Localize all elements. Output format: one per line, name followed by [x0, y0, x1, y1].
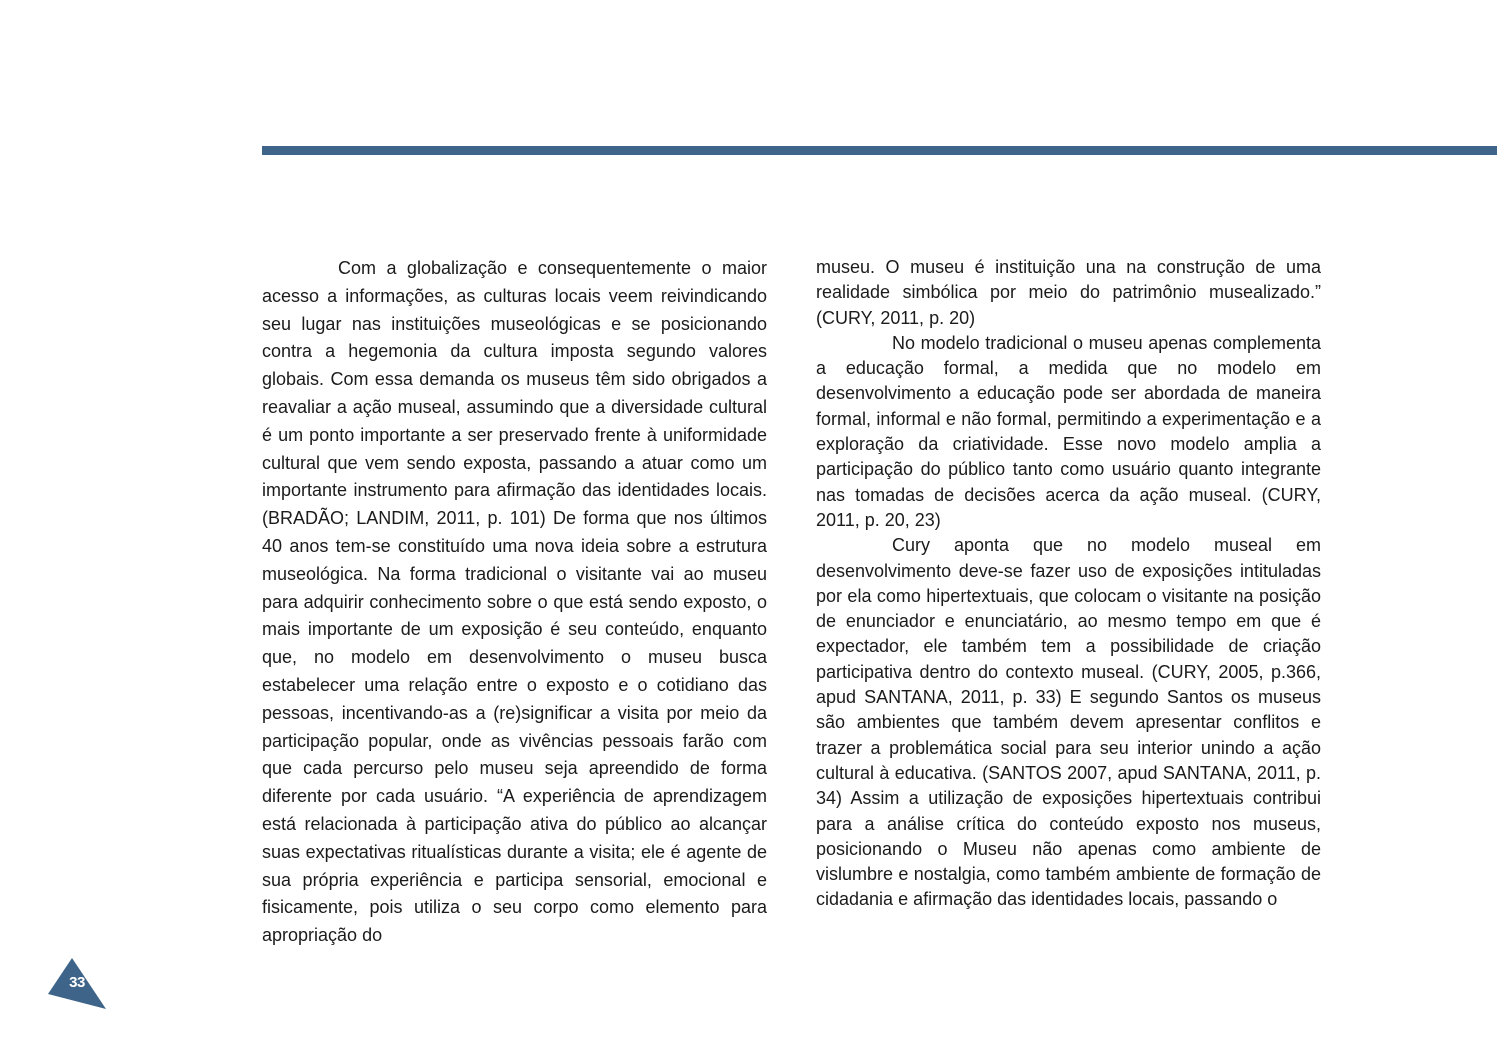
- body-paragraph: Com a globalização e consequentemente o maior acesso a informações, as culturas locais veem reivindicando seu lugar nas instituições museológicas e se posicionando contra a hegemonia da cultura imposta segundo valores globais. Com essa demanda os museus têm sido obrigados a reavaliar a ação museal, assumindo que a diversidade cultural é um ponto importante a ser preservado frente à uniformidade cultural que vem sendo exposta, passando a atuar como um importante instrumento para afirmação das identidades locais. (BRADÃO; LANDIM, 2011, p. 101) De forma que nos últimos 40 anos tem-se constituído uma nova ideia sobre a estrutura museológica. Na forma tradicional o visitante vai ao museu para adquirir conhecimento sobre o que está sendo exposto, o mais importante de um exposição é seu conteúdo, enquanto que, no modelo em desenvolvimento o museu busca estabelecer uma relação entre o exposto e o cotidiano das pessoas, incentivando-as a (re)significar a visita por meio da participação popular, onde as vivências pessoais farão com que cada percurso pelo museu seja apreendido de forma diferente por cada usuário. “A experiência de aprendizagem está relacionada à participação ativa do público ao alcançar suas expectativas ritualísticas durante a visita; ele é agente de sua própria experiência e participa sensorial, emocional e fisicamente, pois utiliza o seu corpo como elemento para apropriação do: [262, 258, 767, 946]
- body-paragraph: museu. O museu é instituição una na construção de uma realidade simbólica por meio do patrimônio musealizado.” (CURY, 2011, p. 20): [816, 257, 1321, 328]
- body-paragraph: Cury aponta que no modelo museal em desenvolvimento deve-se fazer uso de exposições intituladas por ela como hipertextuais, que colocam o visitante na posição de enunciador e enunciatário, ao mesmo tempo em que é expectador, ele também tem a possibilidade de criação participativa dentro do contexto museal. (CURY, 2005, p.366, apud SANTANA, 2011, p. 33) E segundo Santos os museus são ambientes que também devem apresentar conflitos e trazer a problemática social para seu interior unindo a ação cultural à educativa. (SANTOS 2007, apud SANTANA, 2011, p. 34) Assim a utilização de exposições hipertextuais contribui para a análise crítica do conteúdo exposto nos museus, posicionando o Museu não apenas como ambiente de vislumbre e nostalgia, como também ambiente de formação de cidadania e afirmação das identidades locais, passando o: [816, 535, 1321, 910]
- left-text-column: [262, 255, 767, 950]
- header-rule: [262, 146, 1497, 155]
- page-number: 33: [69, 974, 85, 991]
- right-text-column: [816, 255, 1321, 913]
- body-paragraph: No modelo tradicional o museu apenas complementa a educação formal, a medida que no modelo em desenvolvimento a educação pode ser abordada de maneira formal, informal e não formal, permitindo a experimentação e a exploração da criatividade. Esse novo modelo amplia a participação do público tanto como usuário quanto integrante nas tomadas de decisões acerca da ação museal. (CURY, 2011, p. 20, 23): [816, 332, 1321, 530]
